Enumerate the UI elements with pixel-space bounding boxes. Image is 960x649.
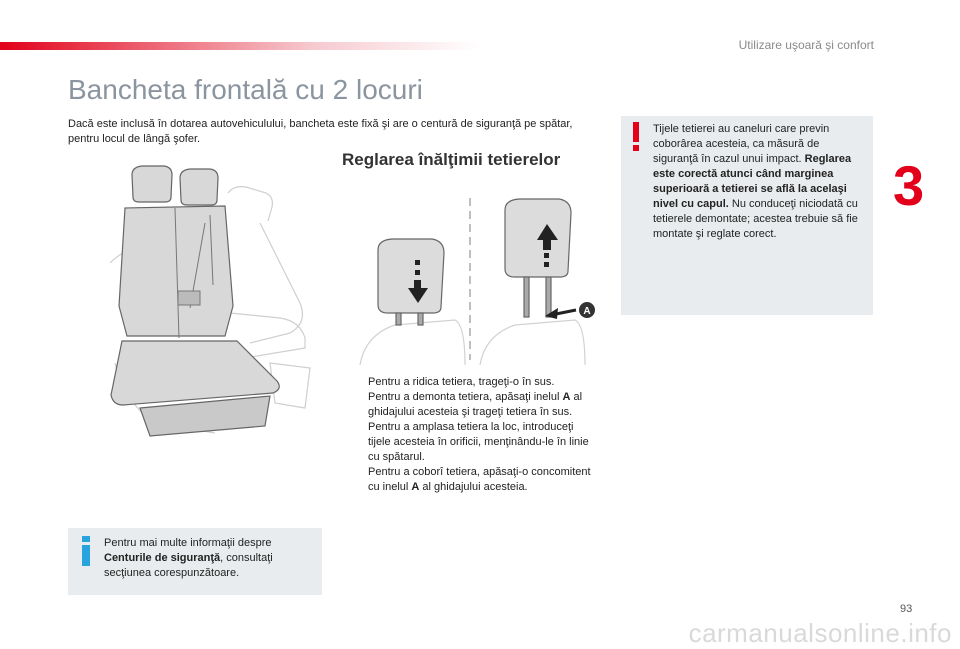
info-icon: [79, 536, 93, 566]
step-ring-label: A: [411, 481, 420, 493]
info-text-before: Pentru mai multe informaţii despre: [104, 537, 272, 549]
page-title: Bancheta frontală cu 2 locuri: [68, 74, 423, 105]
warning-icon: [629, 122, 643, 152]
step-item: [344, 465, 594, 495]
step-text: Pentru a demonta tetiera, apăsaţi inelul: [368, 391, 563, 403]
step-item: [344, 420, 594, 465]
seatbelts-reference: Centurile de siguranţă: [104, 552, 221, 564]
step-text: Pentru a amplasa tetiera la loc, introduceţi tijele acesteia în orificii, menţinându-le în linie cu spătarul.: [368, 421, 589, 463]
step-item: [344, 375, 594, 390]
steps-list: [344, 375, 594, 495]
warning-text: [653, 122, 867, 242]
section-subtitle: Reglarea înălţimii tetierelor: [342, 150, 561, 169]
step-text: al ghidajului acesteia şi trageţi tetiera în sus.: [368, 391, 583, 418]
section-title: Utilizare uşoară şi confort: [738, 38, 874, 52]
info-text: [104, 536, 314, 581]
warning-text-1: Tijele tetierei au caneluri care previn coborârea acesteia, ca măsură de siguranţă în cazul unui impact.: [653, 123, 830, 165]
warning-text-2: Nu conduceţi niciodată cu tetierele demontate; acestea trebuie să fie montate şi reglate corect.: [653, 198, 858, 240]
warning-emphasis: Reglarea este corectă atunci când marginea superioară a tetierei se află la acelaşi nivel cu capul.: [653, 153, 852, 210]
intro-paragraph: Dacă este inclusă în dotarea autovehiculului, bancheta este fixă şi are o centură de siguranţă pe spătar, pentru locul de lângă şofer.: [68, 118, 573, 145]
chapter-number: 3: [893, 154, 925, 217]
callout-a-label: A: [583, 306, 591, 317]
step-item: [344, 390, 594, 420]
warning-box: [621, 116, 873, 315]
info-box: [68, 528, 322, 595]
watermark: carmanualsonline.info: [688, 618, 952, 648]
header-accent-bar: [0, 42, 480, 50]
headrest-adjustment-illustration: [340, 190, 605, 365]
step-text: al ghidajului acesteia.: [419, 481, 528, 493]
info-text-after: , consultaţi secţiunea corespunzătoare.: [104, 552, 273, 579]
bench-seat-illustration: [110, 163, 315, 443]
step-ring-label: A: [562, 391, 571, 403]
page-number: 93: [900, 603, 913, 615]
step-text: Pentru a coborî tetiera, apăsaţi-o concomitent cu inelul: [368, 466, 591, 493]
step-text: Pentru a ridica tetiera, trageţi-o în sus.: [368, 376, 555, 388]
